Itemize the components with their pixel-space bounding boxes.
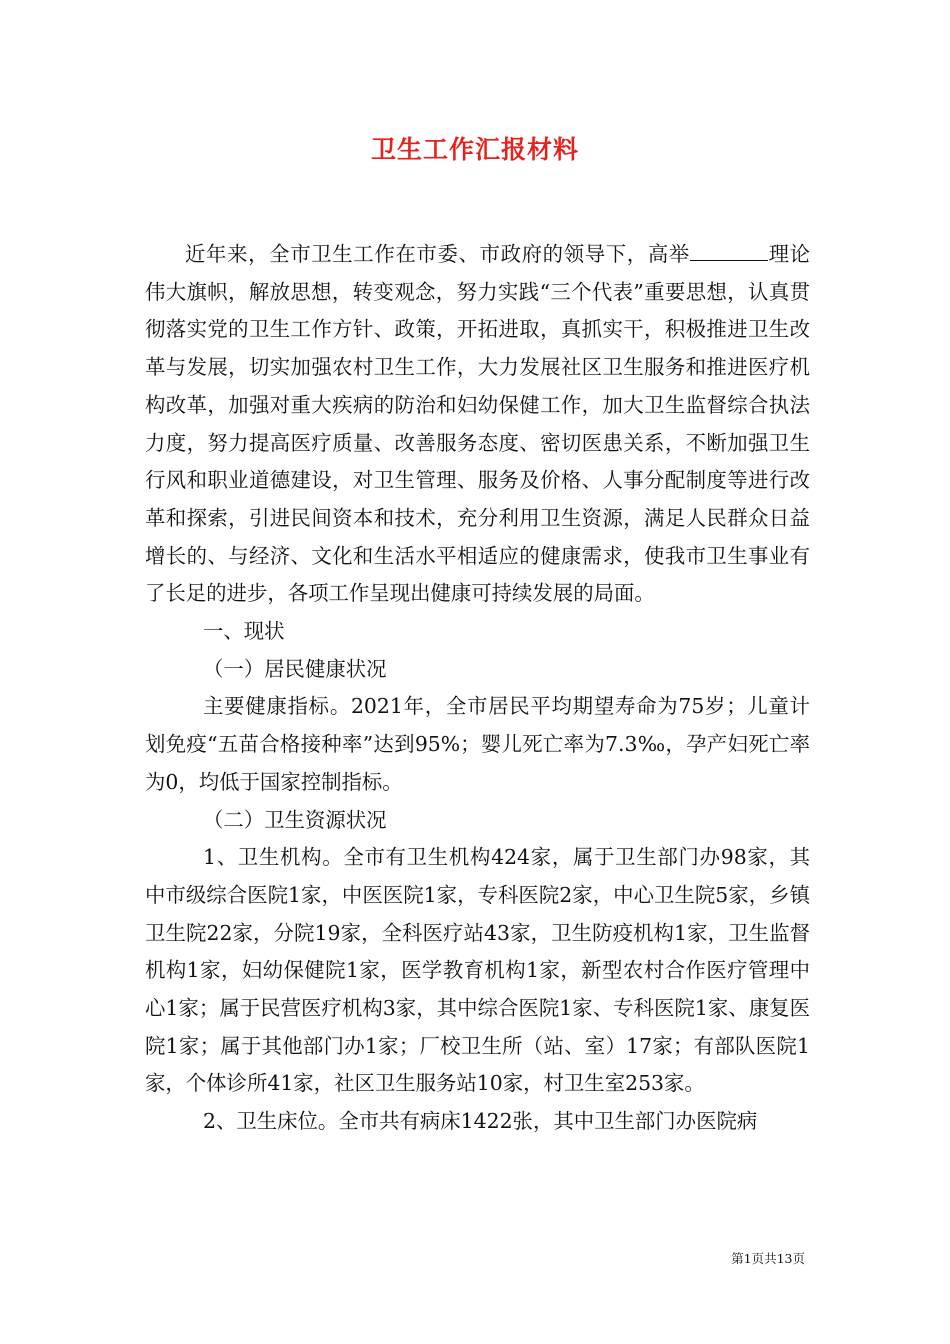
subsection-heading-resident-health: （一）居民健康状况	[203, 656, 387, 681]
hospital-beds-paragraph: 2、卫生床位。全市共有病床1422张，其中卫生部门办医院病	[203, 1109, 758, 1134]
health-institutions-paragraph: 1、卫生机构。全市有卫生机构424家，属于卫生部门办98家，其中市级综合医院1家，中医医院1家，专科医院2家，中心卫生院5家，乡镇卫生院22家，分院19家，全科医疗站43家，卫生防疫机构1家，卫生监督机构1家，妇幼保健院1家，医学教育机构1家，新型农村合作医疗管理中心1家；属于民营医疗机构3家，其中综合医院1家、专科医院1家、康复医院1家；属于其他部门办1家；厂校卫生所（站、室）17家；有部队医院1家，个体诊所41家，社区卫生服务站10家，村卫生室253家。	[145, 845, 810, 1096]
section-heading-status: 一、现状	[203, 619, 285, 644]
page-number: 第1页共13页	[731, 1251, 805, 1266]
fill-in-blank	[690, 242, 768, 261]
subsection-heading-health-resources: （二）卫生资源状况	[203, 807, 387, 832]
document-body	[145, 236, 810, 1141]
intro-text-before-blank: 近年来，全市卫生工作在市委、市政府的领导下，高举	[185, 242, 690, 266]
health-indicators-paragraph: 主要健康指标。2021年，全市居民平均期望寿命为75岁；儿童计划免疫“五苗合格接种率”达到95%；婴儿死亡率为7.3‰，孕产妇死亡率为0，均低于国家控制指标。	[145, 694, 810, 794]
intro-paragraph	[145, 236, 810, 613]
document-title: 卫生工作汇报材料	[370, 135, 579, 164]
intro-text-after-blank: 理论伟大旗帜，解放思想，转变观念，努力实践“三个代表”重要思想，认真贯彻落实党的卫生工作方针、政策，开拓进取，真抓实干，积极推进卫生改革与发展，切实加强农村卫生工作，大力发展社区卫生服务和推进医疗机构改革，加强对重大疾病的防治和妇幼保健工作，加大卫生监督综合执法力度，努力提高医疗质量、改善服务态度、密切医患关系，不断加强卫生行风和职业道德建设，对卫生管理、服务及价格、人事分配制度等进行改革和探索，引进民间资本和技术，充分利用卫生资源，满足人民群众日益增长的、与经济、文化和生活水平相适应的健康需求，使我市卫生事业有了长足的进步，各项工作呈现出健康可持续发展的局面。	[145, 242, 810, 606]
